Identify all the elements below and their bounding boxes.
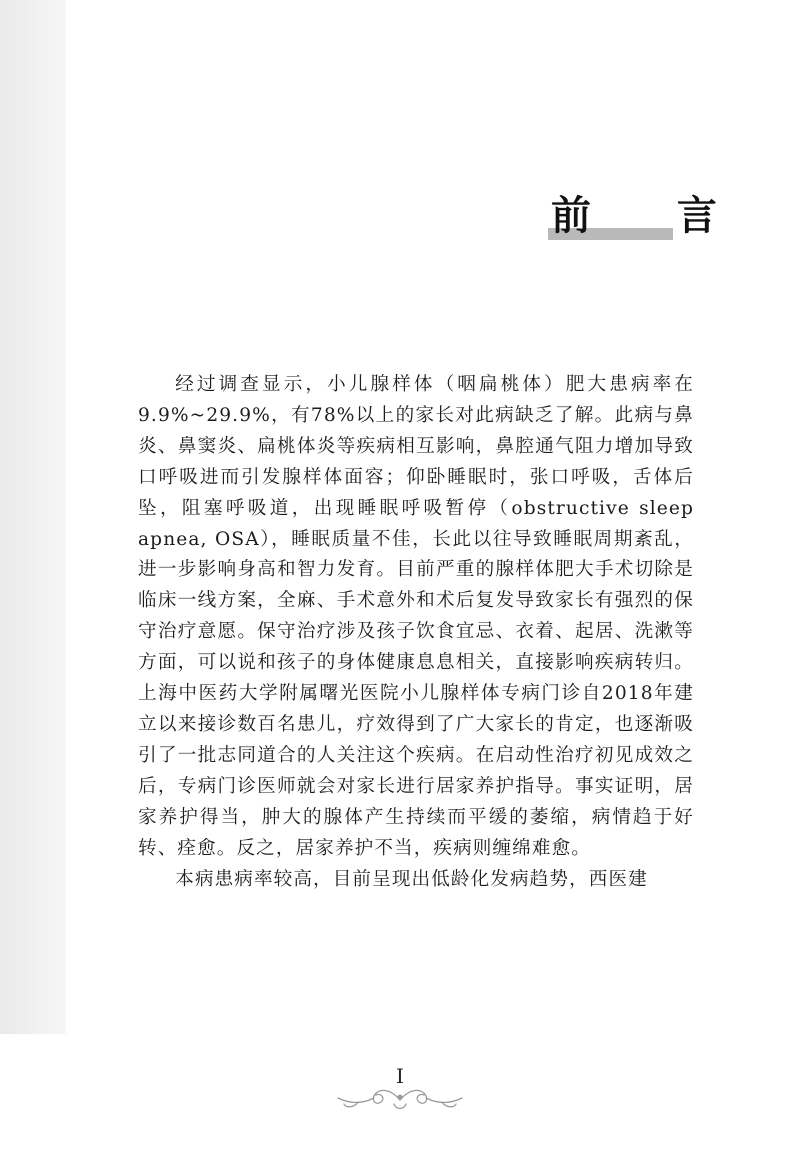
page-number: I xyxy=(396,1064,404,1088)
paragraph-1: 经过调查显示，小儿腺样体（咽扁桃体）肥大患病率在9.9%~29.9%，有78%以上的家长对此病缺乏了解。此病与鼻炎、鼻窦炎、扁桃体炎等疾病相互影响，鼻腔通气阻力增加导致口呼吸进而引发腺样体面容；仰卧睡眠时，张口呼吸，舌体后坠，阻塞呼吸道，出现睡眠呼吸暂停（obstructive sleep apnea, OSA），睡眠质量不佳，长此以往导致睡眠周期紊乱，进一步影响身高和智力发育。目前严重的腺样体肥大手术切除是临床一线方案，全麻、手术意外和术后复发导致家长有强烈的保守治疗意愿。保守治疗涉及孩子饮食宜忌、衣着、起居、洗漱等方面，可以说和孩子的身体健康息息相关，直接影响疾病转归。上海中医药大学附属曙光医院小儿腺样体专病门诊自2018年建立以来接诊数百名患儿，疗效得到了广大家长的肯定，也逐渐吸引了一批志同道合的人关注这个疾病。在启动性治疗初见成效之后，专病门诊医师就会对家长进行居家养护指导。事实证明，居家养护得当，肿大的腺体产生持续而平缓的萎缩，病情趋于好转、痊愈。反之，居家养护不当，疾病则缠绵难愈。 xyxy=(138,374,694,859)
title-block xyxy=(548,190,753,240)
page-title: 前 言 xyxy=(551,192,753,239)
page-side-band xyxy=(0,0,66,1034)
body-text xyxy=(138,370,694,895)
scroll-flourish-icon xyxy=(330,1080,470,1114)
paragraph-2: 本病患病率较高，目前呈现出低龄化发病趋势，西医建 xyxy=(175,868,648,890)
